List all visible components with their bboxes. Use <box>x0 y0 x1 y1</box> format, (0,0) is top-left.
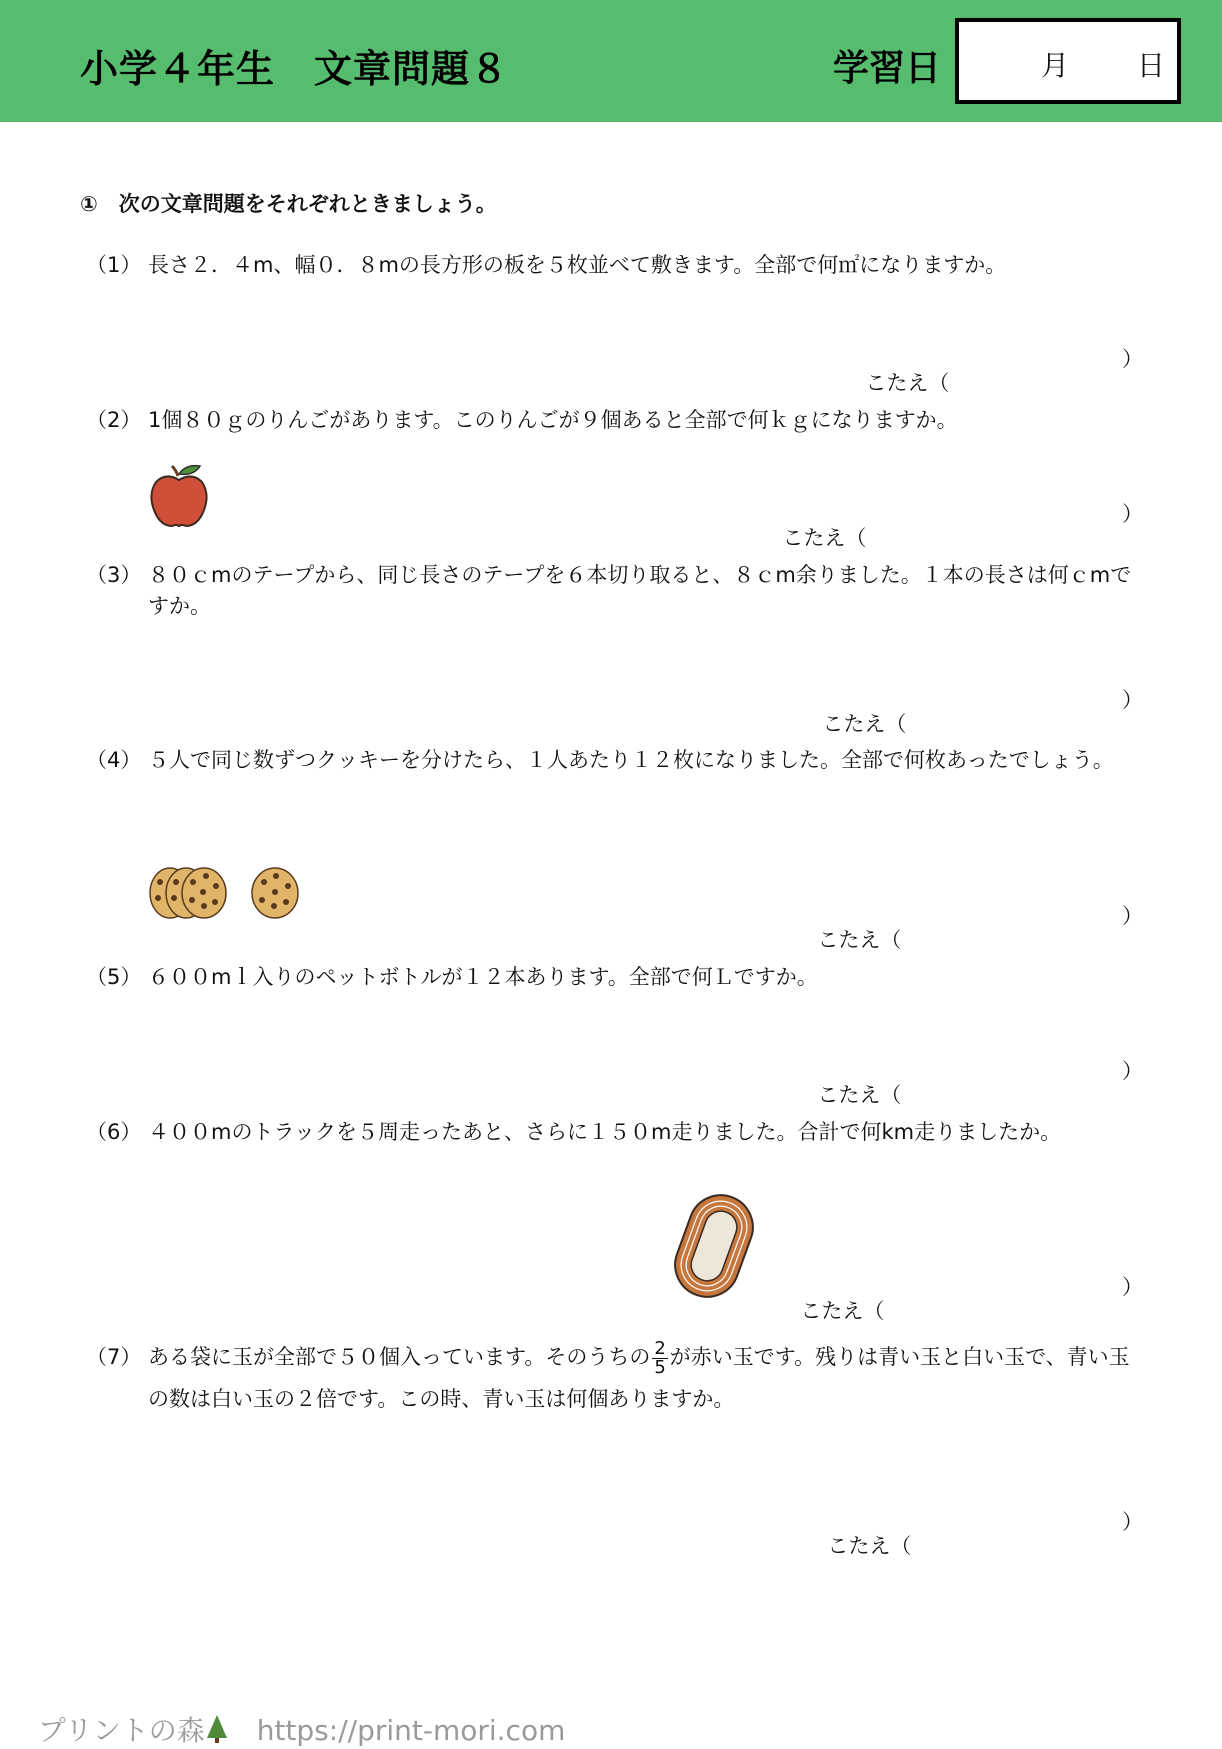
question-4 <box>86 745 1146 776</box>
section-heading: ① 次の文章問題をそれぞれときましょう。 <box>80 192 497 216</box>
question-number: （6） <box>86 1120 142 1144</box>
month-label: 月 <box>1041 49 1070 82</box>
footer <box>20 1676 565 1749</box>
question-number: （2） <box>86 408 142 432</box>
question-number: （1） <box>86 253 142 277</box>
cookies-icon <box>148 866 304 922</box>
answer-label: こたえ（ <box>865 371 950 395</box>
answer-field-5[interactable] <box>804 1055 901 1109</box>
page-title: 小学４年生 文章問題８ <box>80 47 510 91</box>
answer-label: こたえ（ <box>782 526 867 550</box>
question-text-after: が赤い玉です。残りは青い玉と白い玉で、青い玉の数は白い玉の２倍です。この時、青い玉は何個ありますか。 <box>148 1345 1130 1411</box>
answer-close-3: ） <box>1122 688 1143 712</box>
day-label: 日 <box>1137 49 1166 82</box>
running-track-icon <box>660 1190 768 1302</box>
tree-icon <box>205 1714 229 1744</box>
answer-field-4[interactable] <box>804 900 901 954</box>
answer-close-1: ） <box>1122 347 1143 371</box>
fraction-numerator: 2 <box>654 1337 666 1359</box>
answer-field-1[interactable] <box>852 343 949 397</box>
answer-close-6: ） <box>1122 1275 1143 1299</box>
question-number: （3） <box>86 563 142 587</box>
question-text-before: ある袋に玉が全部で５０個入っています。そのうちの <box>148 1345 651 1369</box>
question-number: （7） <box>86 1345 142 1369</box>
apple-icon <box>148 462 210 530</box>
fraction <box>652 1337 667 1378</box>
question-text: ６００mｌ入りのペットボトルが１２本あります。全部で何Ｌですか。 <box>148 965 818 989</box>
question-3 <box>86 560 1146 622</box>
question-text: 長さ２．４m、幅０．８mの長方形の板を５枚並べて敷きます。全部で何㎡になりますか。 <box>148 253 1007 277</box>
answer-close-2: ） <box>1122 502 1143 526</box>
question-text <box>148 1336 1146 1420</box>
question-number: （5） <box>86 965 142 989</box>
answer-field-3[interactable] <box>809 684 906 738</box>
site-url-link[interactable]: https://print-mori.com <box>256 1714 566 1747</box>
answer-label: こたえ（ <box>822 712 907 736</box>
question-text: ５人で同じ数ずつクッキーを分けたら、１人あたり１２枚になりました。全部で何枚あったでしょう。 <box>148 748 1114 772</box>
question-number: （4） <box>86 748 142 772</box>
question-5 <box>86 962 1146 993</box>
question-2 <box>86 405 1146 436</box>
question-6 <box>86 1117 1146 1148</box>
answer-label: こたえ（ <box>817 928 902 952</box>
answer-label: こたえ（ <box>800 1299 885 1323</box>
answer-field-6[interactable] <box>787 1271 884 1325</box>
question-7 <box>86 1336 1146 1420</box>
question-1 <box>86 250 1146 281</box>
study-date-label: 学習日 <box>833 48 942 89</box>
header-band <box>0 0 1222 122</box>
fraction-denominator: 5 <box>654 1356 666 1378</box>
answer-label: こたえ（ <box>817 1083 902 1107</box>
question-text: ４００mのトラックを５周走ったあと、さらに１５０m走りました。合計で何km走りましたか。 <box>148 1120 1062 1144</box>
site-name: プリントの森 <box>37 1714 205 1747</box>
answer-label: こたえ（ <box>827 1534 912 1558</box>
answer-close-7: ） <box>1122 1510 1143 1534</box>
answer-close-5: ） <box>1122 1059 1143 1083</box>
answer-close-4: ） <box>1122 904 1143 928</box>
question-text: 1個８０ｇのりんごがあります。このりんごが９個あると全部で何ｋｇになりますか。 <box>148 408 958 432</box>
answer-field-2[interactable] <box>769 498 866 552</box>
study-date-box[interactable] <box>955 18 1181 104</box>
answer-field-7[interactable] <box>814 1506 911 1560</box>
question-text: ８０ｃmのテープから、同じ長さのテープを６本切り取ると、８ｃm余りました。１本の長さは何ｃmですか。 <box>148 563 1132 618</box>
